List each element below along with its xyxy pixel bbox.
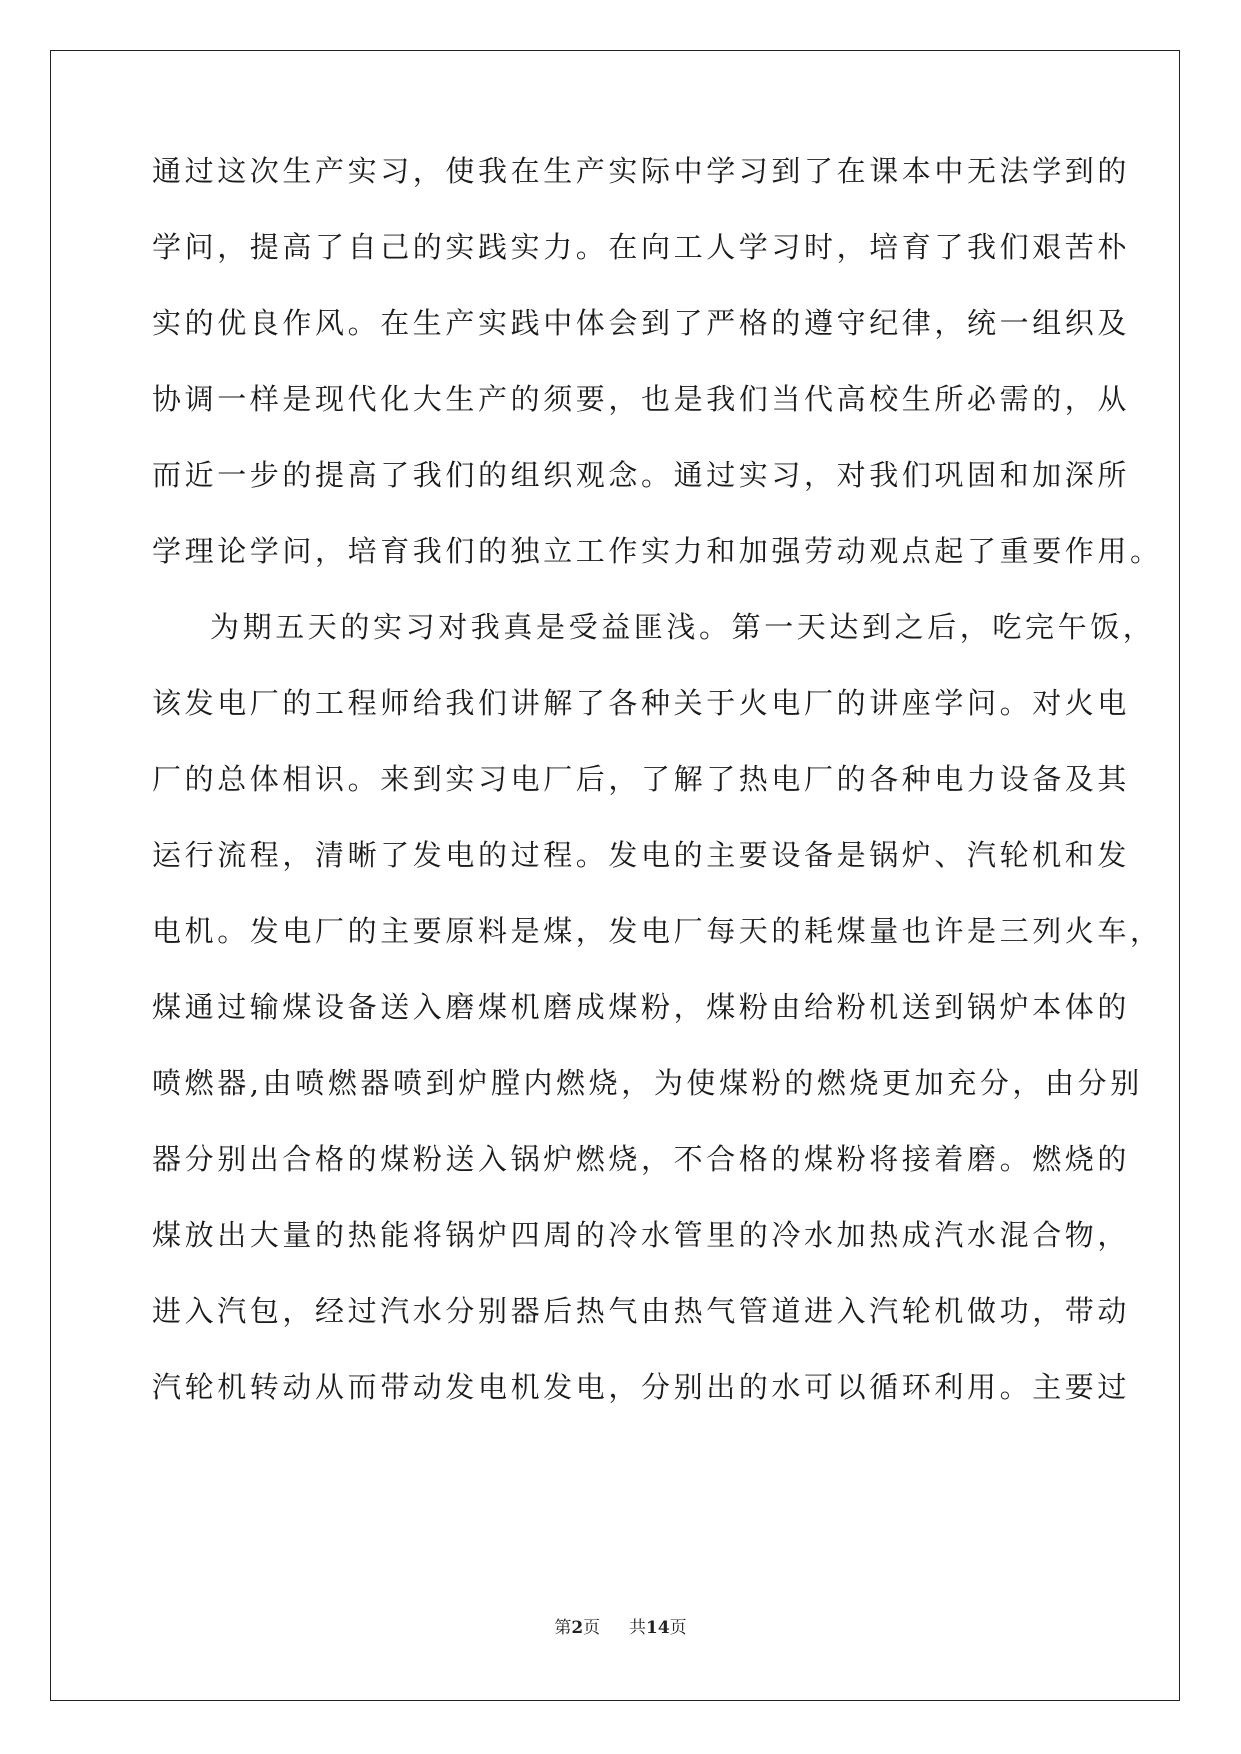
text-line: 通过这次生产实习，使我在生产实际中学习到了在课本中无法学到的 — [152, 154, 1131, 188]
total-page-count: 14 — [645, 1618, 670, 1638]
text-line: 煤放出大量的热能将锅炉四周的冷水管里的冷水加热成汽水混合物， — [152, 1218, 1131, 1252]
total-prefix: 共 — [628, 1618, 646, 1638]
total-suffix: 页 — [669, 1618, 687, 1638]
page-total — [629, 1613, 687, 1638]
text-line: 实的优良作风。在生产实践中体会到了严格的遵守纪律，统一组织及 — [152, 306, 1131, 340]
text-line: 煤通过输煤设备送入磨煤机磨成煤粉，煤粉由给粉机送到锅炉本体的 — [152, 990, 1131, 1024]
text-line: 喷燃器,由喷燃器喷到炉膛内燃烧，为使煤粉的燃烧更加充分，由分别 — [152, 1066, 1143, 1100]
current-page-number: 2 — [571, 1618, 584, 1638]
text-line: 厂的总体相识。来到实习电厂后，了解了热电厂的各种电力设备及其 — [152, 762, 1131, 796]
text-line: 该发电厂的工程师给我们讲解了各种关于火电厂的讲座学问。对火电 — [152, 686, 1131, 720]
text-line: 器分别出合格的煤粉送入锅炉燃烧，不合格的煤粉将接着磨。燃烧的 — [152, 1142, 1131, 1176]
page-footer — [0, 1613, 1241, 1638]
page-number — [554, 1613, 600, 1638]
text-line: 进入汽包，经过汽水分别器后热气由热气管道进入汽轮机做功，带动 — [152, 1294, 1131, 1328]
text-line: 协调一样是现代化大生产的须要，也是我们当代高校生所必需的，从 — [152, 382, 1131, 416]
text-line: 学理论学问，培育我们的独立工作实力和加强劳动观点起了重要作用。 — [152, 534, 1163, 568]
text-line: 运行流程，清晰了发电的过程。发电的主要设备是锅炉、汽轮机和发 — [152, 838, 1131, 872]
page-border — [50, 50, 1180, 1701]
text-line: 汽轮机转动从而带动发电机发电，分别出的水可以循环利用。主要过 — [152, 1370, 1131, 1404]
text-line: 而近一步的提高了我们的组织观念。通过实习，对我们巩固和加深所 — [152, 458, 1131, 492]
text-line: 学问，提高了自己的实践实力。在向工人学习时，培育了我们艰苦朴 — [152, 230, 1131, 264]
text-line-indented: 为期五天的实习对我真是受益匪浅。第一天达到之后，吃完午饭， — [210, 610, 1156, 644]
page-prefix: 第 — [554, 1618, 572, 1638]
page-suffix: 页 — [583, 1618, 601, 1638]
text-line: 电机。发电厂的主要原料是煤，发电厂每天的耗煤量也许是三列火车， — [152, 914, 1163, 948]
